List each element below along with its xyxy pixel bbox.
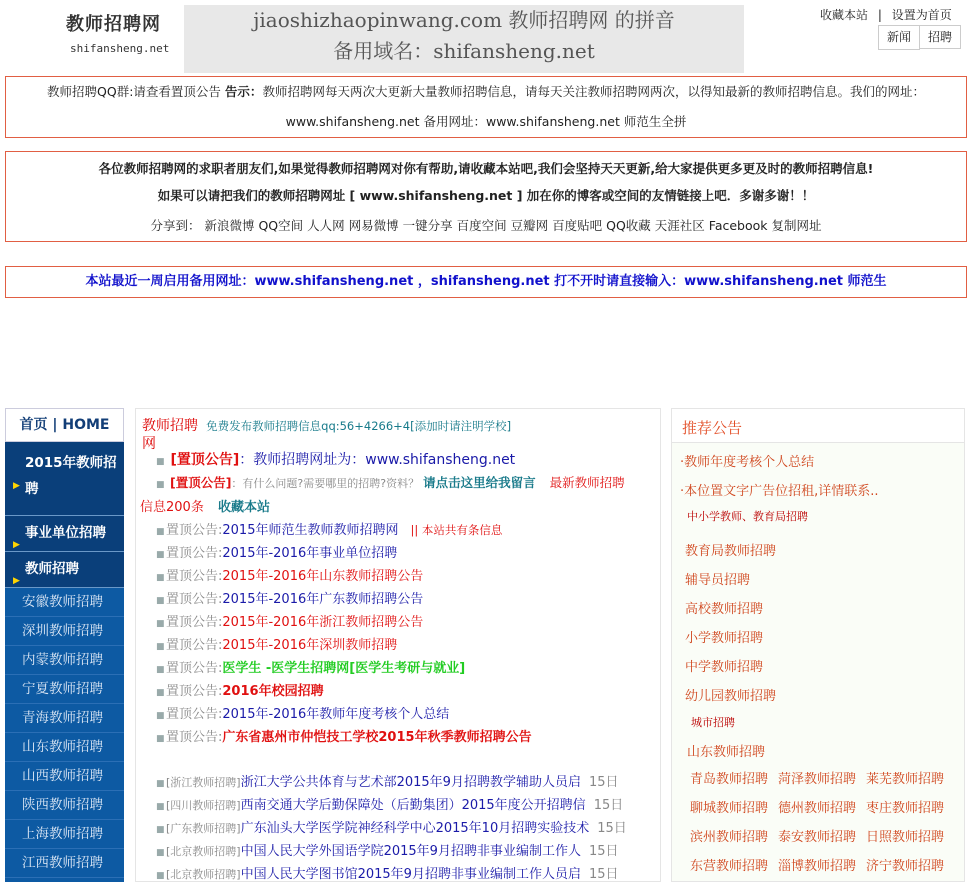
item-title: 2015年-2016年深圳教师招聘 <box>222 638 398 653</box>
share-163[interactable]: 网易微博 <box>348 218 399 233</box>
latest-info-count[interactable]: 信息200条 <box>140 500 204 515</box>
bullet-icon: ■ <box>156 480 165 490</box>
bullet-icon: ■ <box>156 457 165 467</box>
set-homepage-link[interactable]: 设置为首页 <box>891 8 952 22</box>
pinned-row-2 <box>156 473 625 491</box>
nav-sub-shanghai[interactable]: 上海教师招聘 <box>5 820 124 849</box>
bullet-icon: ■ <box>156 848 165 858</box>
nav-home[interactable]: 首页 | HOME <box>5 408 124 442</box>
pinned-text: ：教师招聘网址为：www.shifansheng.net <box>239 452 516 468</box>
nav-sub-shanxi[interactable]: 山西教师招聘 <box>5 762 124 791</box>
city-link[interactable]: 莱芜教师招聘 <box>866 772 945 787</box>
bullet-icon: ■ <box>156 619 165 629</box>
main-subtitle[interactable]: 免费发布教师招聘信息qq:56+4266+4[添加时请注明学校] <box>206 419 512 433</box>
share-tieba[interactable]: 百度贴吧 <box>552 218 603 233</box>
news-tag: [四川教师招聘] <box>166 799 241 812</box>
category-primary-teachers: 中小学教师、教育局招聘 <box>687 510 808 523</box>
pinned-row-2b <box>140 496 270 515</box>
item-prefix: 置顶公告: <box>166 523 223 538</box>
recommend-item-2[interactable]: ·本位置文字广告位招租,详情联系.. <box>680 484 879 499</box>
item-extra: || 本站共有条信息 <box>410 523 503 537</box>
bullet-icon: ■ <box>156 779 165 789</box>
city-link[interactable]: 滨州教师招聘 <box>690 830 769 845</box>
main-title-tail: 网 <box>142 436 156 452</box>
bullet-icon: ■ <box>156 825 165 835</box>
link-middle-school[interactable]: 中学教师招聘 <box>685 660 764 675</box>
notice1-lead: 教师招聘QQ群:请查看置顶公告 <box>47 84 221 99</box>
nav-sub-ningxia[interactable]: 宁夏教师招聘 <box>5 675 124 704</box>
bullet-icon: ■ <box>156 734 165 744</box>
bullet-icon: ■ <box>156 550 165 560</box>
list-item[interactable] <box>156 657 465 676</box>
news-date: 15日 <box>588 775 619 790</box>
bullet-icon: ■ <box>156 596 165 606</box>
news-title: 中国人民大学外国语学院2015年9月招聘非事业编制工作人 <box>240 844 581 859</box>
news-date: 15日 <box>588 867 619 882</box>
city-link[interactable]: 青岛教师招聘 <box>690 772 769 787</box>
news-row[interactable] <box>156 840 619 859</box>
share-douban[interactable]: 豆瓣网 <box>510 218 549 233</box>
pinned-tag: [置顶公告] <box>170 452 240 468</box>
item-title: 2015年-2016年山东教师招聘公告 <box>222 569 424 584</box>
link-university[interactable]: 高校教师招聘 <box>685 602 764 617</box>
notice-box-2 <box>5 151 967 242</box>
notice1-line2: www.shifansheng.net 备用网址：www.shifansheng.net 师范生全拼 <box>285 114 687 129</box>
link-counselor[interactable]: 辅导员招聘 <box>685 573 751 588</box>
news-date: 15日 <box>588 844 619 859</box>
notice1-text: 教师招聘网每天两次大更新大量教师招聘信息，请每天关注教师招聘网两次，以得知最新的教师招聘信息。我们的网址： <box>262 84 925 99</box>
news-date: 15日 <box>593 798 624 813</box>
item-prefix: 置顶公告: <box>166 684 223 699</box>
bullet-icon: ■ <box>156 802 165 812</box>
share-weibo[interactable]: 新浪微博 <box>204 218 255 233</box>
list-item[interactable] <box>156 565 423 584</box>
main-title: 教师招聘 <box>142 418 198 434</box>
item-title: 2015年师范生教师教师招聘网 <box>222 523 399 538</box>
nav-sub-jiangxi[interactable]: 江西教师招聘 <box>5 849 124 878</box>
pinned-row-1[interactable] <box>156 449 515 469</box>
item-title: 2015年-2016年广东教师招聘公告 <box>222 592 424 607</box>
notice2-line2: 如果可以请把我们的教师招聘网址 [ www.shifansheng.net ] 加在你的博客或空间的友情链接上吧．多谢多谢！！ <box>157 188 815 203</box>
leave-message-link[interactable]: 请点击这里给我留言 <box>423 475 536 490</box>
nav-sub-qinghai[interactable]: 青海教师招聘 <box>5 704 124 733</box>
tab-news[interactable]: 新闻 <box>878 25 920 50</box>
item-prefix: 置顶公告: <box>166 661 223 676</box>
link-shandong[interactable]: 山东教师招聘 <box>687 745 766 760</box>
right-sidebar <box>671 408 965 882</box>
bullet-icon: ■ <box>156 665 165 675</box>
item-title: 2015年-2016年浙江教师招聘公告 <box>222 615 424 630</box>
news-row[interactable] <box>156 771 619 790</box>
item-prefix: 置顶公告: <box>166 569 223 584</box>
item-title: 2015年-2016年事业单位招聘 <box>222 546 398 561</box>
top-tabs <box>878 25 960 50</box>
nav-sub-anhui[interactable]: 安徽教师招聘 <box>5 588 124 617</box>
header-banner <box>184 5 744 73</box>
notice1-bold: 告示： <box>224 84 263 99</box>
banner-line-2: 备用域名：shifansheng.net <box>333 39 595 63</box>
share-renren[interactable]: 人人网 <box>307 218 345 233</box>
main-content <box>135 408 661 882</box>
arrow-right-icon: ▶ <box>13 481 20 491</box>
nav-public-institution[interactable] <box>5 516 124 552</box>
bullet-icon: ■ <box>156 527 165 537</box>
link-education-bureau[interactable]: 教育局教师招聘 <box>685 544 777 559</box>
news-row[interactable] <box>156 817 627 836</box>
share-tianya[interactable]: 天涯社区 <box>654 218 705 233</box>
nav-public-institution-label: 事业单位招聘 <box>25 525 106 541</box>
notice2-line1: 各位教师招聘网的求职者朋友们,如果觉得教师招聘网对你有帮助,请收藏本站吧,我们会坚持天天更新,给大家提供更多更及时的教师招聘信息! <box>98 161 874 176</box>
bullet-icon: ■ <box>156 871 165 881</box>
list-item[interactable] <box>156 726 532 745</box>
left-nav <box>5 408 124 882</box>
city-link[interactable]: 枣庄教师招聘 <box>866 801 945 816</box>
list-item[interactable] <box>156 703 449 722</box>
top-links-separator: | <box>877 8 882 22</box>
bullet-icon: ■ <box>156 688 165 698</box>
item-prefix: 置顶公告: <box>166 615 223 630</box>
bullet-icon: ■ <box>156 573 165 583</box>
notice-box-1 <box>5 76 967 138</box>
notice1-line1 <box>6 77 966 107</box>
item-title: 2016年校园招聘 <box>222 684 324 699</box>
logo-domain: shifansheng.net <box>70 42 170 55</box>
nav-teacher-recruit[interactable] <box>5 552 124 588</box>
news-tag: [广东教师招聘] <box>166 822 241 835</box>
item-prefix: 置顶公告: <box>166 638 223 653</box>
nav-teacher-recruit-label: 教师招聘 <box>25 561 79 577</box>
arrow-right-icon: ▶ <box>13 540 20 550</box>
item-prefix: 置顶公告: <box>166 592 223 607</box>
nav-sub-neimeng[interactable]: 内蒙教师招聘 <box>5 646 124 675</box>
news-title: 广东汕头大学医学院神经科学中心2015年10月招聘实验技术 <box>240 821 590 836</box>
city-link[interactable]: 泰安教师招聘 <box>778 830 857 845</box>
favorite-site-link[interactable]: 收藏本站 <box>217 500 270 515</box>
share-qq-fav[interactable]: QQ收藏 <box>606 218 651 233</box>
bullet-icon: ■ <box>156 711 165 721</box>
share-facebook[interactable]: Facebook <box>708 218 768 233</box>
top-links <box>820 6 952 23</box>
city-link[interactable]: 德州教师招聘 <box>778 801 857 816</box>
nav-2015-recruit[interactable] <box>5 442 124 516</box>
recommend-item-1[interactable]: ·教师年度考核个人总结 <box>680 455 815 470</box>
news-title: 浙江大学公共体育与艺术部2015年9月招聘教学辅助人员启 <box>240 775 581 790</box>
share-onekey[interactable]: 一键分享 <box>402 218 453 233</box>
news-tag: [北京教师招聘] <box>166 868 241 881</box>
link-kindergarten[interactable]: 幼儿园教师招聘 <box>685 689 777 704</box>
nav-sub-shandong[interactable]: 山东教师招聘 <box>5 733 124 762</box>
banner-line-1: jiaoshizhaopinwang.com 教师招聘网 的拼音 <box>253 8 675 32</box>
news-date: 15日 <box>597 821 627 836</box>
item-prefix: 置顶公告: <box>166 546 223 561</box>
item-title: 广东省惠州市仲恺技工学校2015年秋季教师招聘公告 <box>222 730 532 745</box>
nav-sub-shaanxi[interactable]: 陕西教师招聘 <box>5 791 124 820</box>
list-item[interactable] <box>156 634 397 653</box>
list-item[interactable] <box>156 680 324 699</box>
city-link[interactable]: 济宁教师招聘 <box>866 859 945 874</box>
city-link[interactable]: 东营教师招聘 <box>690 859 769 874</box>
news-row[interactable] <box>156 863 619 882</box>
news-title: 中国人民大学图书馆2015年9月招聘非事业编制工作人员启 <box>240 867 581 882</box>
news-tag: [北京教师招聘] <box>166 845 241 858</box>
list-item[interactable] <box>156 519 502 538</box>
pinned-tag: [置顶公告] <box>169 475 232 490</box>
favorite-link[interactable]: 收藏本站 <box>820 8 869 22</box>
city-link[interactable]: 菏泽教师招聘 <box>778 772 857 787</box>
notice-box-3[interactable]: 本站最近一周启用备用网址：www.shifansheng.net ，shifansheng.net 打不开时请直接输入：www.shifansheng.net 师范生 <box>5 266 967 298</box>
main-header <box>142 415 542 453</box>
share-qzone[interactable]: QQ空间 <box>258 218 304 233</box>
arrow-right-icon: ▶ <box>13 576 20 586</box>
tab-recruit[interactable]: 招聘 <box>919 25 961 49</box>
pinned-question: ：有什么问题?需要哪里的招聘?资料？ <box>231 477 420 490</box>
category-city: 城市招聘 <box>691 716 735 729</box>
item-prefix: 置顶公告: <box>166 730 223 745</box>
list-item[interactable] <box>156 588 423 607</box>
list-item[interactable] <box>156 611 423 630</box>
latest-info-link[interactable]: 最新教师招聘 <box>549 475 625 490</box>
news-title: 西南交通大学后勤保障处（后勤集团）2015年度公开招聘信 <box>240 798 586 813</box>
share-bar <box>6 212 966 240</box>
logo-title: 教师招聘网 <box>66 14 161 35</box>
news-tag: [浙江教师招聘] <box>166 776 241 789</box>
list-item[interactable] <box>156 542 397 561</box>
share-copy-url[interactable]: 复制网址 <box>771 218 822 233</box>
share-baidu-space[interactable]: 百度空间 <box>456 218 507 233</box>
nav-sub-shenzhen[interactable]: 深圳教师招聘 <box>5 617 124 646</box>
recommend-title: 推荐公告 <box>672 409 964 443</box>
item-title: 医学生 -医学生招聘网[医学生考研与就业] <box>222 661 466 676</box>
share-label: 分享到： <box>150 218 201 233</box>
bullet-icon: ■ <box>156 642 165 652</box>
news-row[interactable] <box>156 794 623 813</box>
nav-2015-recruit-label: 2015年教师招聘 <box>25 455 117 497</box>
city-link[interactable]: 日照教师招聘 <box>866 830 945 845</box>
item-title: 2015年-2016年教师年度考核个人总结 <box>222 707 450 722</box>
city-link[interactable]: 聊城教师招聘 <box>690 801 769 816</box>
site-logo[interactable] <box>66 10 186 60</box>
link-primary-school[interactable]: 小学教师招聘 <box>685 631 764 646</box>
item-prefix: 置顶公告: <box>166 707 223 722</box>
city-link[interactable]: 淄博教师招聘 <box>778 859 857 874</box>
